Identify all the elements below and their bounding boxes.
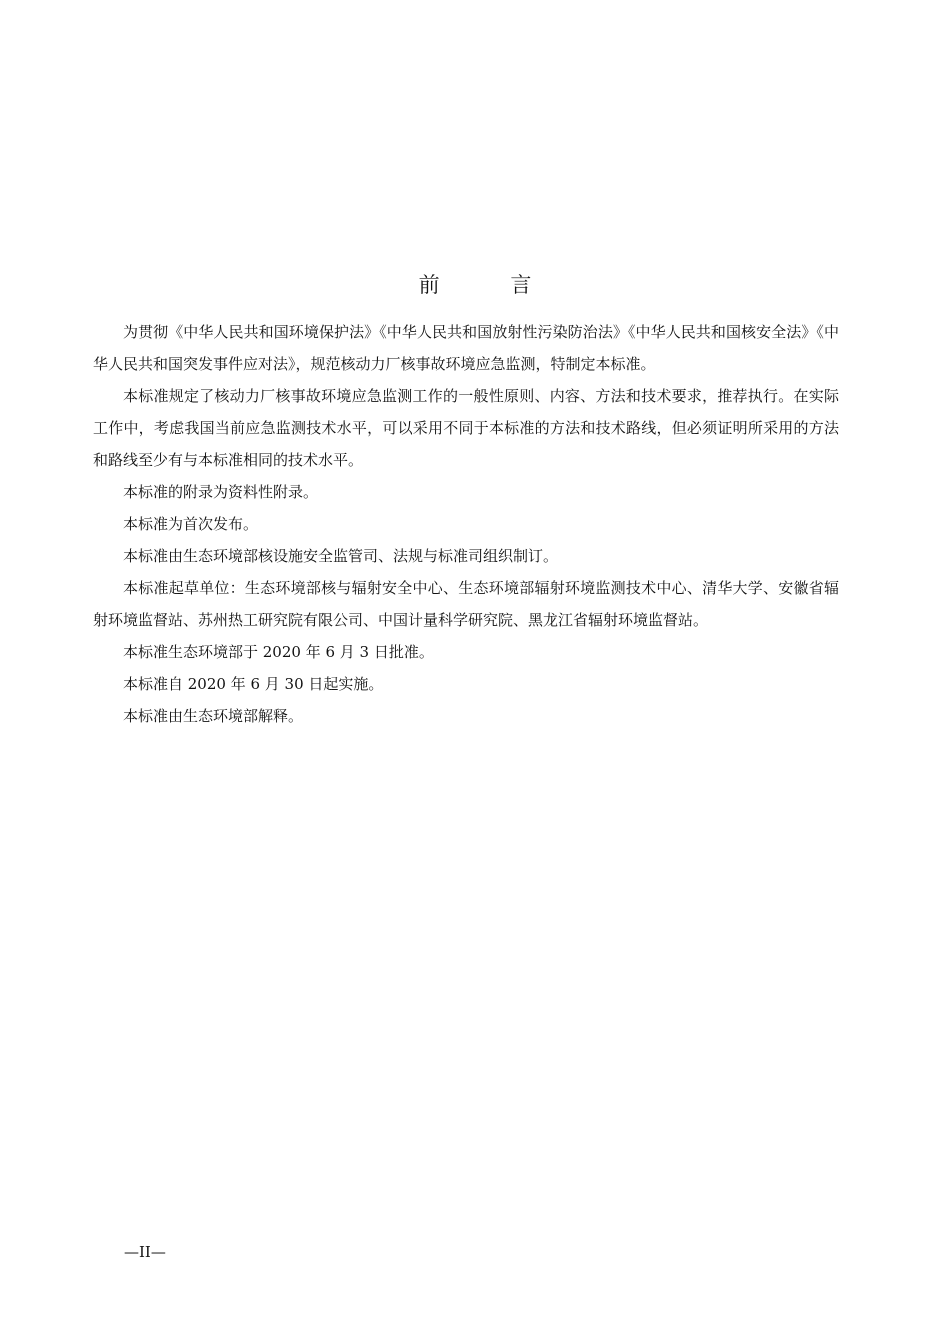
- paragraph-effective-date: 本标准自 2020 年 6 月 30 日起实施。: [123, 675, 384, 693]
- page-number: —II—: [124, 1243, 166, 1261]
- paragraph-approval-date: 本标准生态环境部于 2020 年 6 月 3 日批准。: [123, 643, 434, 661]
- paragraph-organizer: 本标准由生态环境部核设施安全监管司、法规与标准司组织制订。: [123, 547, 559, 565]
- paragraph-purpose: 为贯彻《中华人民共和国环境保护法》《中华人民共和国放射性污染防治法》《中华人民共和国核安全法》《中华人民共和国突发事件应对法》，规范核动力厂核事故环境应急监测，特制定本标准。: [93, 323, 839, 373]
- paragraph-appendix: 本标准的附录为资料性附录。: [123, 483, 319, 501]
- paragraph-interpretation: 本标准由生态环境部解释。: [123, 707, 304, 725]
- paragraph-drafting-units: 本标准起草单位：生态环境部核与辐射安全中心、生态环境部辐射环境监测技术中心、清华大学、安徽省辐射环境监督站、苏州热工研究院有限公司、中国计量科学研究院、黑龙江省辐射环境监督站。: [93, 579, 839, 629]
- paragraph-first-release: 本标准为首次发布。: [123, 515, 259, 533]
- page-title: 前 言: [418, 273, 564, 297]
- document-body: [93, 316, 839, 732]
- paragraph-scope: 本标准规定了核动力厂核事故环境应急监测工作的一般性原则、内容、方法和技术要求，推荐执行。在实际工作中，考虑我国当前应急监测技术水平，可以采用不同于本标准的方法和技术路线，但必须证明所采用的方法和路线至少有与本标准相同的技术水平。: [93, 387, 839, 469]
